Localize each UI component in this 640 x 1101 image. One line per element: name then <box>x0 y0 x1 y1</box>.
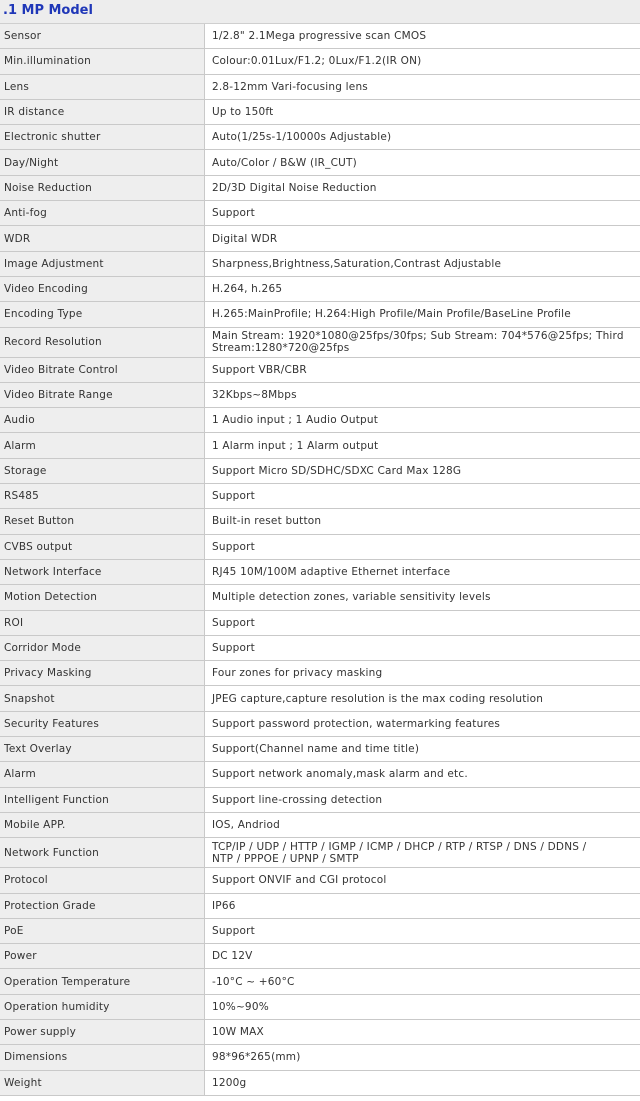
spec-row <box>0 509 640 534</box>
spec-row <box>0 1020 640 1045</box>
spec-label: CVBS output <box>0 535 205 559</box>
model-title: .1 MP Model <box>3 3 93 18</box>
spec-label: Motion Detection <box>0 585 205 609</box>
spec-value: Up to 150ft <box>205 100 640 124</box>
spec-label: Noise Reduction <box>0 176 205 200</box>
spec-value: Support <box>205 919 640 943</box>
spec-value: JPEG capture,capture resolution is the max coding resolution <box>205 686 640 710</box>
spec-row <box>0 712 640 737</box>
spec-value: 1 Alarm input ; 1 Alarm output <box>205 433 640 457</box>
spec-value: 1/2.8" 2.1Mega progressive scan CMOS <box>205 24 640 48</box>
spec-row <box>0 150 640 175</box>
spec-label: Mobile APP. <box>0 813 205 837</box>
spec-row <box>0 969 640 994</box>
spec-row <box>0 919 640 944</box>
spec-label: Snapshot <box>0 686 205 710</box>
spec-label: ROI <box>0 611 205 635</box>
spec-row <box>0 868 640 893</box>
spec-value: IP66 <box>205 894 640 918</box>
spec-value: Multiple detection zones, variable sensitivity levels <box>205 585 640 609</box>
spec-row <box>0 459 640 484</box>
spec-label: Network Interface <box>0 560 205 584</box>
spec-label: Operation Temperature <box>0 969 205 993</box>
spec-label: Power <box>0 944 205 968</box>
model-title-bar <box>0 0 640 24</box>
spec-row <box>0 484 640 509</box>
spec-label: Sensor <box>0 24 205 48</box>
spec-value: 1 Audio input ; 1 Audio Output <box>205 408 640 432</box>
spec-row <box>0 560 640 585</box>
spec-value: Support <box>205 636 640 660</box>
spec-row <box>0 201 640 226</box>
spec-label: Dimensions <box>0 1045 205 1069</box>
spec-row <box>0 49 640 74</box>
spec-row <box>0 226 640 251</box>
spec-value: Support ONVIF and CGI protocol <box>205 868 640 892</box>
spec-value: Support line-crossing detection <box>205 788 640 812</box>
spec-label: Security Features <box>0 712 205 736</box>
spec-value: Support <box>205 484 640 508</box>
spec-label: WDR <box>0 226 205 250</box>
spec-row <box>0 661 640 686</box>
spec-value: Colour:0.01Lux/F1.2; 0Lux/F1.2(IR ON) <box>205 49 640 73</box>
spec-value: RJ45 10M/100M adaptive Ethernet interface <box>205 560 640 584</box>
spec-row <box>0 176 640 201</box>
spec-label: Image Adjustment <box>0 252 205 276</box>
spec-label: IR distance <box>0 100 205 124</box>
spec-value: 32Kbps~8Mbps <box>205 383 640 407</box>
spec-label: Intelligent Function <box>0 788 205 812</box>
spec-label: Corridor Mode <box>0 636 205 660</box>
spec-row <box>0 277 640 302</box>
spec-label: Video Bitrate Control <box>0 358 205 382</box>
spec-label: Min.illumination <box>0 49 205 73</box>
spec-label: Storage <box>0 459 205 483</box>
spec-label: Network Function <box>0 838 205 867</box>
spec-label: Encoding Type <box>0 302 205 326</box>
spec-row <box>0 433 640 458</box>
spec-row <box>0 686 640 711</box>
spec-label: Alarm <box>0 762 205 786</box>
spec-value: Support <box>205 201 640 225</box>
spec-value: Support VBR/CBR <box>205 358 640 382</box>
spec-row <box>0 75 640 100</box>
spec-label: RS485 <box>0 484 205 508</box>
spec-row <box>0 611 640 636</box>
spec-label: Anti-fog <box>0 201 205 225</box>
spec-label: PoE <box>0 919 205 943</box>
spec-value: Support <box>205 611 640 635</box>
spec-row <box>0 408 640 433</box>
spec-row <box>0 813 640 838</box>
spec-value: H.264, h.265 <box>205 277 640 301</box>
spec-label: Reset Button <box>0 509 205 533</box>
spec-value: Support network anomaly,mask alarm and etc. <box>205 762 640 786</box>
spec-row <box>0 252 640 277</box>
spec-label: Video Bitrate Range <box>0 383 205 407</box>
spec-label: Alarm <box>0 433 205 457</box>
spec-value: IOS, Andriod <box>205 813 640 837</box>
spec-value: 10W MAX <box>205 1020 640 1044</box>
spec-value: -10°C ~ +60°C <box>205 969 640 993</box>
spec-row <box>0 358 640 383</box>
spec-value: 2.8-12mm Vari-focusing lens <box>205 75 640 99</box>
spec-value: Auto(1/25s-1/10000s Adjustable) <box>205 125 640 149</box>
spec-label: Weight <box>0 1071 205 1095</box>
spec-value: Support password protection, watermarking features <box>205 712 640 736</box>
spec-row <box>0 125 640 150</box>
spec-row <box>0 636 640 661</box>
spec-row <box>0 944 640 969</box>
spec-label: Operation humidity <box>0 995 205 1019</box>
spec-label: Protocol <box>0 868 205 892</box>
spec-row <box>0 762 640 787</box>
spec-label: Electronic shutter <box>0 125 205 149</box>
spec-label: Privacy Masking <box>0 661 205 685</box>
spec-value: Digital WDR <box>205 226 640 250</box>
spec-value: Support <box>205 535 640 559</box>
spec-label: Record Resolution <box>0 328 205 357</box>
spec-label: Audio <box>0 408 205 432</box>
spec-row <box>0 328 640 358</box>
spec-row <box>0 1045 640 1070</box>
spec-value: DC 12V <box>205 944 640 968</box>
spec-value: Sharpness,Brightness,Saturation,Contrast Adjustable <box>205 252 640 276</box>
spec-value: 98*96*265(mm) <box>205 1045 640 1069</box>
spec-row <box>0 24 640 49</box>
spec-row <box>0 838 640 868</box>
spec-value: Built-in reset button <box>205 509 640 533</box>
spec-row <box>0 535 640 560</box>
spec-label: Day/Night <box>0 150 205 174</box>
spec-row <box>0 995 640 1020</box>
spec-value: 10%~90% <box>205 995 640 1019</box>
spec-label: Video Encoding <box>0 277 205 301</box>
spec-label: Lens <box>0 75 205 99</box>
spec-value: Main Stream: 1920*1080@25fps/30fps; Sub Stream: 704*576@25fps; Third Stream:1280*720@25fps <box>205 328 640 357</box>
spec-row <box>0 383 640 408</box>
spec-value: 1200g <box>205 1071 640 1095</box>
spec-row <box>0 737 640 762</box>
spec-value: 2D/3D Digital Noise Reduction <box>205 176 640 200</box>
spec-value: Support(Channel name and time title) <box>205 737 640 761</box>
spec-row <box>0 100 640 125</box>
spec-row <box>0 894 640 919</box>
spec-value: TCP/IP / UDP / HTTP / IGMP / ICMP / DHCP / RTP / RTSP / DNS / DDNS / NTP / PPPOE / UPNP / SMTP <box>205 838 640 867</box>
spec-row <box>0 788 640 813</box>
spec-value: Auto/Color / B&W (IR_CUT) <box>205 150 640 174</box>
spec-table <box>0 24 640 1096</box>
spec-row <box>0 1071 640 1096</box>
spec-value: H.265:MainProfile; H.264:High Profile/Main Profile/BaseLine Profile <box>205 302 640 326</box>
spec-row <box>0 585 640 610</box>
spec-value: Four zones for privacy masking <box>205 661 640 685</box>
spec-row <box>0 302 640 327</box>
spec-label: Power supply <box>0 1020 205 1044</box>
spec-label: Protection Grade <box>0 894 205 918</box>
spec-label: Text Overlay <box>0 737 205 761</box>
spec-value: Support Micro SD/SDHC/SDXC Card Max 128G <box>205 459 640 483</box>
